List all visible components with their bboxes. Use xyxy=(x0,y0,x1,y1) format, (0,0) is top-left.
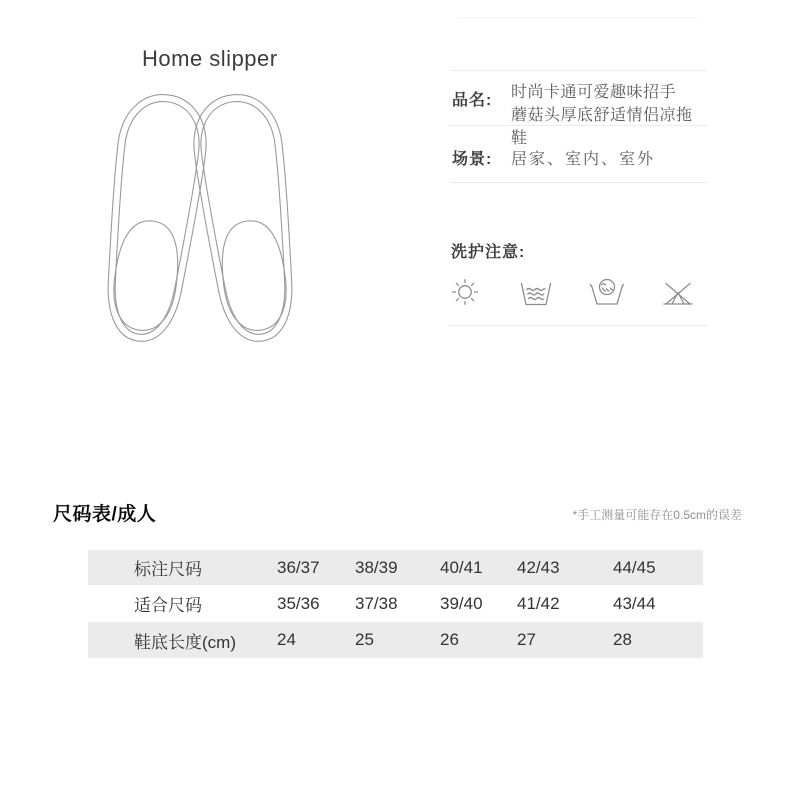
table-cell: 27 xyxy=(517,630,536,649)
table-cell: 40/41 xyxy=(440,557,483,577)
table-cell: 24 xyxy=(277,630,296,649)
gentle-wash-icon xyxy=(519,280,553,306)
care-instructions-label: 洗护注意: xyxy=(451,244,526,261)
row-label: 标注尺码 xyxy=(134,560,202,579)
scene-value: 居家、室内、室外 xyxy=(511,151,656,168)
divider xyxy=(450,325,707,326)
sun-drying-icon xyxy=(448,278,482,306)
table-row xyxy=(88,622,703,658)
scene-label: 场景: xyxy=(452,151,493,168)
table-cell: 36/37 xyxy=(277,557,320,577)
divider xyxy=(450,182,707,183)
left-slipper xyxy=(94,90,212,347)
table-cell: 37/38 xyxy=(355,593,398,613)
table-cell: 39/40 xyxy=(440,593,483,613)
table-cell: 42/43 xyxy=(517,557,560,577)
size-chart-note: *手工测量可能存在0.5cm的误差 xyxy=(572,508,742,522)
table-row xyxy=(88,550,703,585)
divider xyxy=(458,17,698,18)
divider xyxy=(450,70,707,71)
right-slipper xyxy=(188,90,306,347)
do-not-iron-icon xyxy=(661,279,695,306)
table-cell: 25 xyxy=(355,630,374,649)
table-cell: 38/39 xyxy=(355,557,398,577)
size-chart-table xyxy=(88,550,703,658)
row-label: 适合尺码 xyxy=(134,596,202,615)
table-cell: 28 xyxy=(613,630,632,649)
hand-wash-icon xyxy=(588,275,626,306)
slipper-illustration xyxy=(93,84,307,352)
table-row xyxy=(88,585,703,622)
product-name-line2: 蘑菇头厚底舒适情侣凉拖鞋 xyxy=(511,107,693,147)
table-cell: 35/36 xyxy=(277,593,320,613)
product-info-panel xyxy=(450,0,708,332)
row-label: 鞋底长度(cm) xyxy=(134,632,236,652)
product-name-line1: 时尚卡通可爱趣味招手 xyxy=(511,84,677,101)
table-cell: 26 xyxy=(440,630,459,649)
size-chart-title: 尺码表/成人 xyxy=(53,504,157,525)
hero-title: Home slipper xyxy=(142,46,278,71)
table-cell: 41/42 xyxy=(517,593,560,613)
product-name-label: 品名: xyxy=(452,92,493,109)
table-cell: 44/45 xyxy=(613,557,656,577)
table-cell: 43/44 xyxy=(613,593,656,613)
